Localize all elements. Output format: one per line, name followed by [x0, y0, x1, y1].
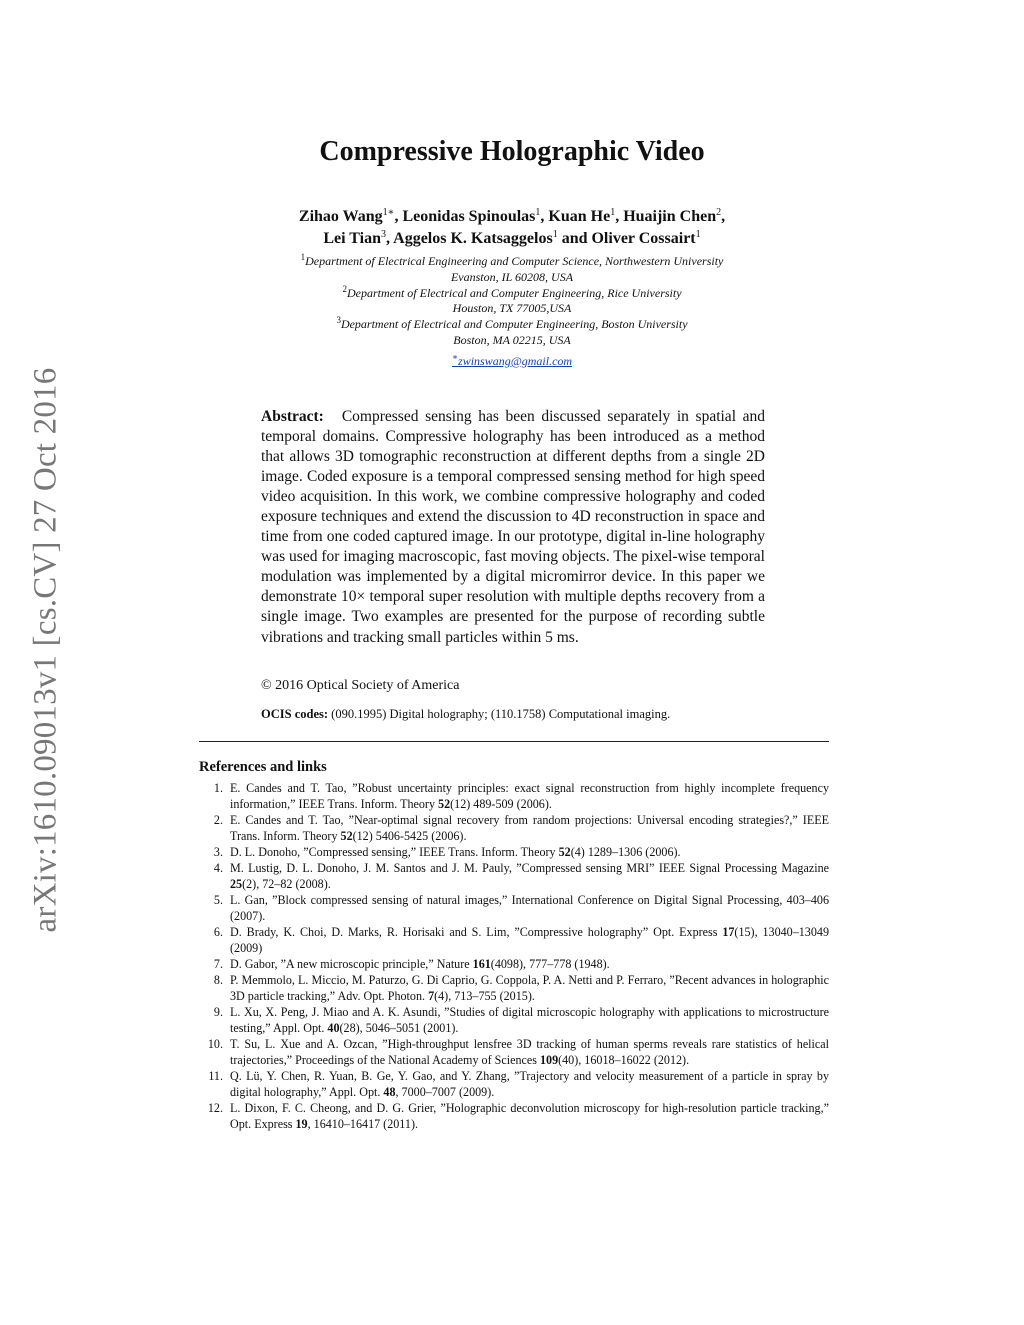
- reference-text-tail: (12) 5406-5425 (2006).: [352, 829, 467, 843]
- ocis-label: OCIS codes:: [261, 707, 329, 721]
- reference-volume: 7: [428, 989, 435, 1003]
- affiliation-location: Boston, MA 02215, USA: [453, 332, 571, 347]
- reference-volume: 52: [438, 797, 451, 811]
- reference-number: 6.: [213, 925, 223, 939]
- author-name: Kuan He: [548, 208, 611, 225]
- author-sep: ,: [721, 208, 726, 225]
- reference-number: 5.: [213, 893, 223, 907]
- reference-text-tail: , 7000–7007 (2009).: [395, 1085, 495, 1099]
- references-heading: References and links: [199, 759, 327, 775]
- reference-number: 8.: [213, 973, 223, 987]
- reference-text: L. Gan, ”Block compressed sensing of natural images,” International Conference on Digital Signal Processing, 403–406 (2007).: [230, 893, 829, 923]
- reference-text: L. Dixon, F. C. Cheong, and D. G. Grier, ”Holographic deconvolution microscopy for high-resolution particle tracking,” Opt. Express: [230, 1101, 829, 1131]
- reference-volume: 19: [295, 1117, 308, 1131]
- author-sep: and: [557, 230, 592, 247]
- author-name: Huaijin Chen: [623, 208, 717, 225]
- reference-list: [199, 780, 829, 1132]
- reference-text: E. Candes and T. Tao, ”Near-optimal signal recovery from random projections: Universal encoding strategies?,” IEEE Trans. Inform. Theory: [230, 813, 829, 843]
- copyright: © 2016 Optical Society of America: [261, 678, 460, 693]
- reference-item: [199, 1068, 829, 1100]
- author-name: Leonidas Spinoulas: [402, 208, 536, 225]
- author-sup: 1: [695, 229, 701, 240]
- reference-text-tail: (2), 72–82 (2008).: [242, 877, 331, 891]
- reference-volume: 17: [722, 925, 735, 939]
- reference-item: [199, 924, 829, 956]
- affiliation-dept-text: Department of Electrical Engineering and Computer Science, Northwestern University: [305, 254, 724, 268]
- ocis-codes: [261, 707, 670, 722]
- affiliation-dept-text: Department of Electrical and Computer Engineering, Boston University: [340, 317, 688, 332]
- reference-item: [199, 892, 829, 924]
- reference-text: Q. Lü, Y. Chen, R. Yuan, B. Ge, Y. Gao, and Y. Zhang, ”Trajectory and velocity measurement of a particle in spray by digital holography,” Appl. Opt.: [230, 1069, 829, 1099]
- reference-text-tail: (28), 5046–5051 (2001).: [339, 1021, 459, 1035]
- affiliation-sup: 1: [300, 252, 306, 262]
- ocis-text: (090.1995) Digital holography; (110.1758) Computational imaging.: [328, 707, 671, 721]
- author-sup: 1: [535, 207, 541, 218]
- author-sep: ,: [615, 208, 624, 225]
- email-link[interactable]: [451, 351, 573, 368]
- author-sup: 2: [716, 207, 722, 218]
- author-name: Aggelos K. Katsaggelos: [393, 230, 553, 247]
- reference-item: [199, 1004, 829, 1036]
- reference-volume: 109: [539, 1053, 559, 1067]
- author-sup: 3: [381, 229, 387, 240]
- author-list: [0, 206, 1024, 250]
- affiliations: [0, 254, 1024, 370]
- reference-text-tail: (12) 489-509 (2006).: [450, 797, 552, 811]
- reference-text-tail: (4) 1289–1306 (2006).: [570, 845, 681, 859]
- reference-item: [199, 972, 829, 1004]
- paper-title: Compressive Holographic Video: [319, 136, 705, 167]
- reference-item: [199, 812, 829, 844]
- author-name: Lei Tian: [323, 230, 382, 247]
- author-sup: 1∗: [382, 207, 395, 218]
- abstract-text: Compressed sensing has been discussed separately in spatial and temporal domains. Compressive holography has been introduced as a method that allows 3D tomographic reconstruction at different depths from a single 2D image. Coded exposure is a temporal compressed sensing method for high speed video acquisition. In this work, we combine compressive holography and coded exposure techniques and extend the discussion to 4D reconstruction in space and time from one coded captured image. In our prototype, digital in-line holography was used for imaging macroscopic, fast moving objects. The pixel-wise temporal modulation was implemented by a digital micromirror device. In this paper we demonstrate 10× temporal super resolution with multiple depths recovery from a single image. Two examples are presented for the purpose of recording subtle vibrations and tracking small particles within 5 ms.: [261, 408, 765, 646]
- email-sup: ∗: [451, 351, 459, 362]
- reference-number: 11.: [208, 1069, 223, 1083]
- reference-text-tail: (4), 713–755 (2015).: [434, 989, 535, 1003]
- reference-volume: 52: [558, 845, 571, 859]
- reference-item: [199, 780, 829, 812]
- reference-volume: 25: [230, 877, 243, 891]
- reference-volume: 40: [327, 1021, 340, 1035]
- reference-number: 3.: [213, 845, 223, 859]
- reference-volume: 48: [383, 1085, 396, 1099]
- reference-text: M. Lustig, D. L. Donoho, J. M. Santos and J. M. Pauly, ”Compressed sensing MRI” IEEE Signal Processing Magazine: [230, 861, 829, 875]
- abstract: [261, 407, 765, 648]
- author-line-1: [0, 206, 1024, 228]
- reference-text-tail: (4098), 777–778 (1948).: [490, 957, 610, 971]
- affiliation-dept: [0, 283, 1024, 302]
- author-sep: ,: [540, 208, 549, 225]
- author-line-2: [0, 228, 1024, 250]
- reference-text: E. Candes and T. Tao, ”Robust uncertainty principles: exact signal reconstruction from highly incomplete frequency information,” IEEE Trans. Inform. Theory: [230, 781, 829, 811]
- affiliation-dept: [0, 254, 1024, 270]
- affiliation-sup: 2: [342, 283, 347, 294]
- author-sep: ,: [394, 208, 403, 225]
- reference-text: D. Gabor, ”A new microscopic principle,” Nature: [230, 957, 473, 971]
- reference-item: [199, 956, 829, 972]
- affiliation-sup: 3: [336, 315, 341, 326]
- corresponding-email-line: [0, 351, 1024, 370]
- author-name: Oliver Cossairt: [591, 230, 696, 247]
- reference-number: 4.: [213, 861, 223, 875]
- arxiv-id: arXiv:1610.09013v1 [cs.CV] 27 Oct 2016: [27, 367, 64, 933]
- reference-text: D. Brady, K. Choi, D. Marks, R. Horisaki and S. Lim, ”Compressive holography” Opt. Express: [230, 925, 723, 939]
- reference-item: [199, 860, 829, 892]
- affiliation-dept-text: Department of Electrical and Computer Engineering, Rice University: [346, 285, 682, 300]
- author-sup: 1: [610, 207, 616, 218]
- reference-number: 12.: [207, 1101, 223, 1115]
- reference-text: P. Memmolo, L. Miccio, M. Paturzo, G. Di Caprio, G. Coppola, P. A. Netti and P. Ferraro, ”Recent advances in holographic 3D particle tracking,” Adv. Opt. Photon.: [230, 973, 829, 1003]
- author-name: Zihao Wang: [298, 208, 383, 225]
- reference-text-tail: (40), 16018–16022 (2012).: [558, 1053, 690, 1067]
- section-divider: [199, 741, 829, 742]
- reference-volume: 52: [340, 829, 353, 843]
- reference-text-tail: , 16410–16417 (2011).: [307, 1117, 418, 1131]
- reference-text: L. Xu, X. Peng, J. Miao and A. K. Asundi, ”Studies of digital microscopic holography with applications to microstructure testing,” Appl. Opt.: [230, 1005, 829, 1035]
- reference-number: 9.: [213, 1005, 223, 1019]
- reference-text: D. L. Donoho, ”Compressed sensing,” IEEE Trans. Inform. Theory: [230, 845, 559, 859]
- reference-item: [199, 844, 829, 860]
- reference-number: 2.: [213, 813, 223, 827]
- reference-item: [199, 1100, 829, 1132]
- reference-text: T. Su, L. Xue and A. Ozcan, ”High-throughput lensfree 3D tracking of human sperms reveals rare statistics of helical trajectories,” Proceedings of the National Academy of Sciences: [230, 1037, 829, 1067]
- affiliation-location: Houston, TX 77005,USA: [452, 301, 572, 316]
- affiliation-location: Evanston, IL 60208, USA: [450, 269, 574, 284]
- reference-item: [199, 1036, 829, 1068]
- reference-text-tail: (15), 13040–13049 (2009): [230, 925, 829, 955]
- reference-number: 10.: [207, 1037, 223, 1051]
- abstract-label: Abstract:: [261, 408, 324, 425]
- affiliation-dept: [0, 317, 1024, 333]
- reference-number: 7.: [213, 957, 223, 971]
- reference-volume: 161: [472, 957, 491, 971]
- author-sup: 1: [552, 229, 558, 240]
- author-sep: ,: [386, 230, 394, 247]
- reference-number: 1.: [213, 781, 223, 795]
- email-text: zwinswang@gmail.com: [458, 353, 573, 368]
